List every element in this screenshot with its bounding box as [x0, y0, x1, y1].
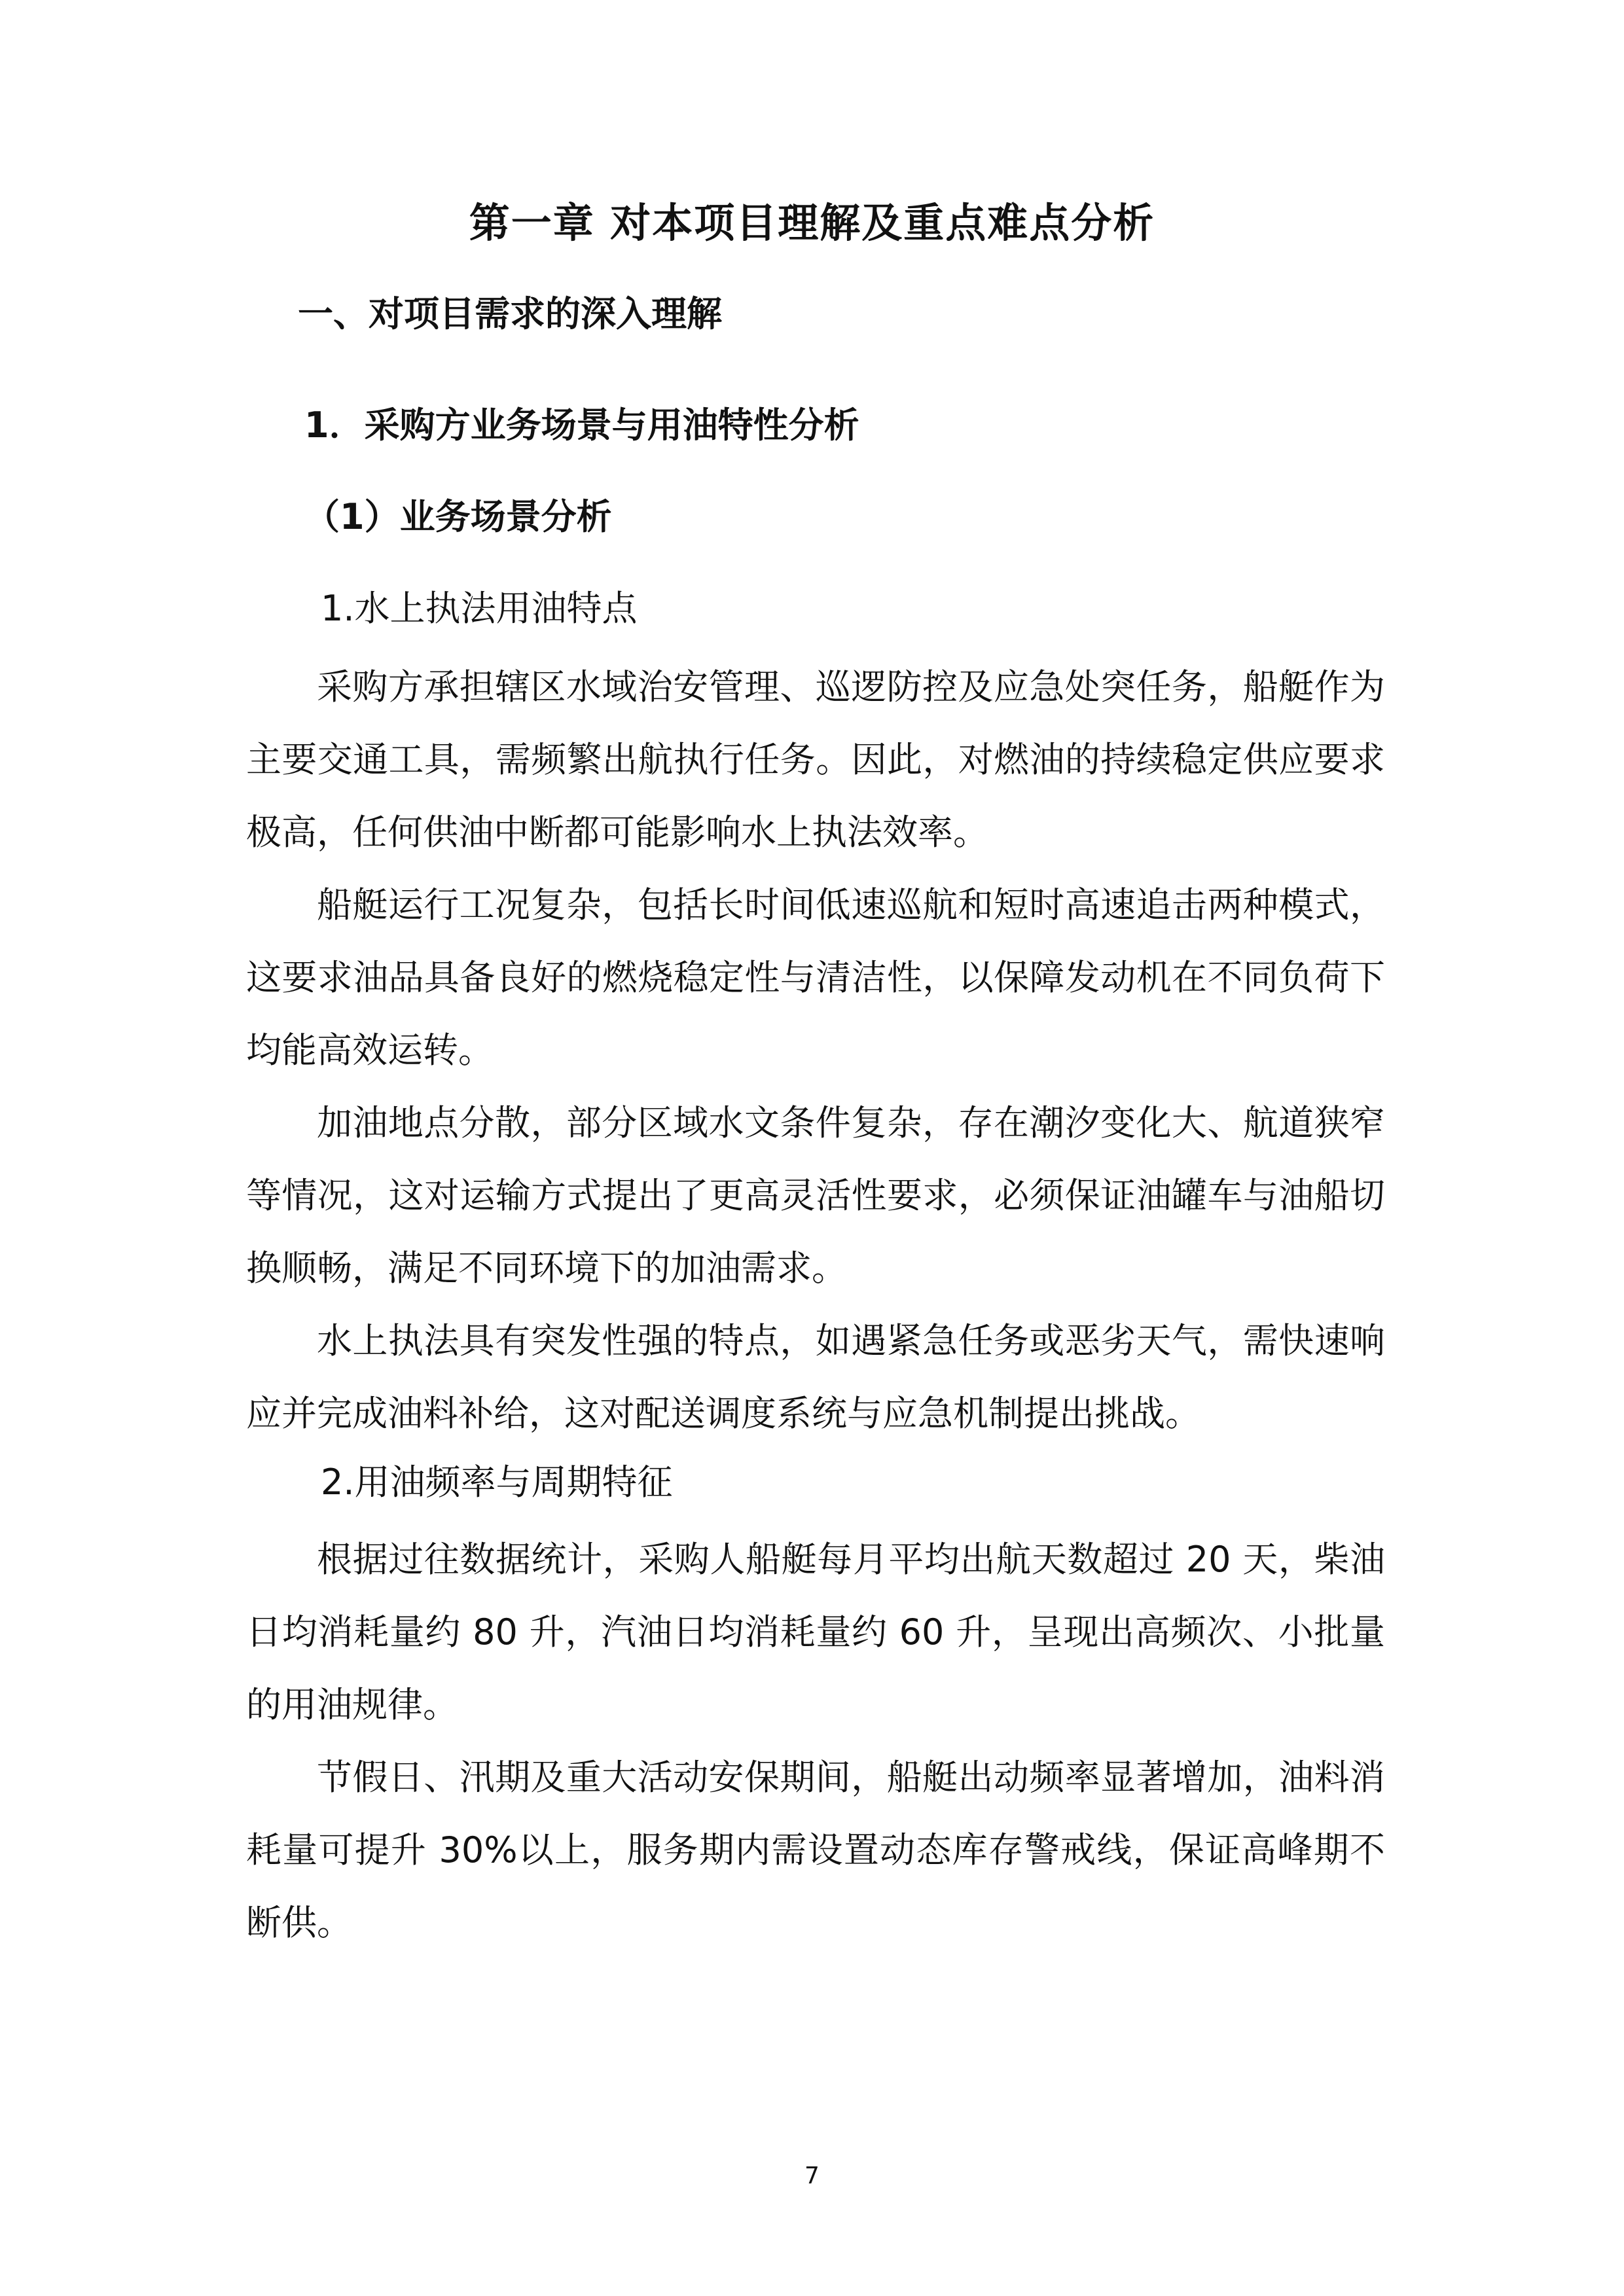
section-heading: 一、对项目需求的深入理解: [298, 293, 722, 334]
paragraph-peak-periods: 节假日、汛期及重大活动安保期间，船艇出动频率显著增加，油料消耗量可提升 30%以上，服务期内需设置动态库存警戒线，保证高峰期不断供。: [246, 1757, 1385, 1943]
subsection-heading: 1．采购方业务场景与用油特性分析: [304, 404, 859, 446]
page-number: 7: [804, 2162, 820, 2189]
paragraph-emergency-response: 水上执法具有突发性强的特点，如遇紧急任务或恶劣天气，需快速响应并完成油料补给，这对配送调度系统与应急机制提出挑战。: [246, 1320, 1385, 1434]
paragraph-water-enforcement: 采购方承担辖区水域治安管理、巡逻防控及应急处突任务，船艇作为主要交通工具，需频繁出航执行任务。因此，对燃油的持续稳定供应要求极高，任何供油中断都可能影响水上执法效率。: [246, 666, 1385, 853]
subsubsection-heading: （1）业务场景分析: [304, 496, 612, 537]
item1-title: 1.水上执法用油特点: [321, 588, 638, 629]
item2-title: 2.用油频率与周期特征: [321, 1462, 673, 1503]
paragraph-vessel-conditions: 船艇运行工况复杂，包括长时间低速巡航和短时高速追击两种模式，这要求油品具备良好的燃烧稳定性与清洁性，以保障发动机在不同负荷下均能高效运转。: [246, 884, 1385, 1071]
chapter-title: 第一章 对本项目理解及重点难点分析: [469, 199, 1155, 247]
paragraph-usage-statistics: 根据过往数据统计，采购人船艇每月平均出航天数超过 20 天，柴油日均消耗量约 80 升，汽油日均消耗量约 60 升，呈现出高频次、小批量的用油规律。: [246, 1539, 1385, 1725]
paragraph-refuel-locations: 加油地点分散，部分区域水文条件复杂，存在潮汐变化大、航道狭窄等情况，这对运输方式提出了更高灵活性要求，必须保证油罐车与油船切换顺畅，满足不同环境下的加油需求。: [246, 1102, 1385, 1289]
